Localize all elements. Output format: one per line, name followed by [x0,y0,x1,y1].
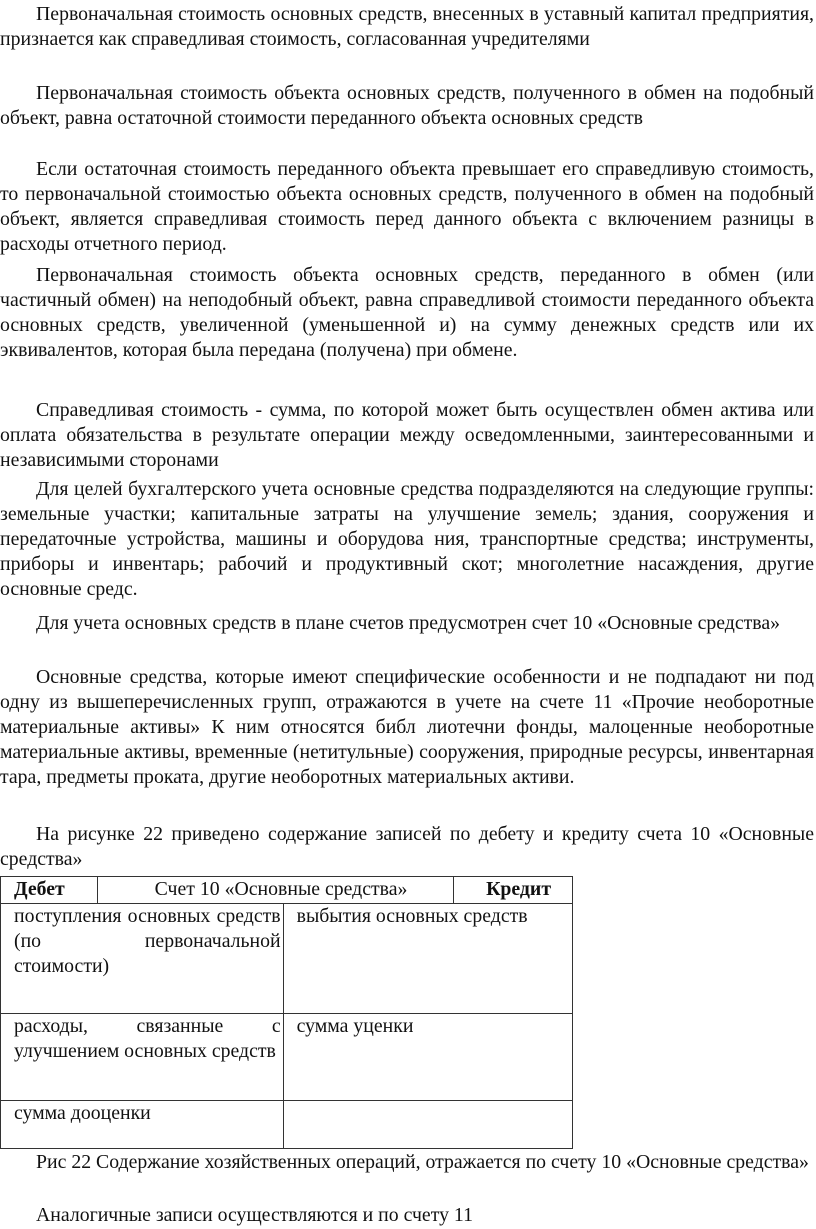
account-10-table [0,876,573,1149]
credit-cell: сумма уценки [283,1014,572,1101]
table-row [1,1101,573,1149]
table-row [1,1014,573,1101]
paragraph-1: Первоначальная стоимость основных средств, внесенных в уставный капитал предприятия, признается как справедливая стоимость, согласованная учредителями [0,3,814,50]
paragraph-3: Если остаточная стоимость переданного объекта превышает его справедливую стоимость, то первоначальной стоимостью объекта основных средств, полученного в обмен на подобный объект, является справедливая стоимость перед данного объекта с включением разницы в расходы отчетного период. [0,158,814,255]
debit-cell: поступления основных средств (по первоначальной стоимости) [1,904,284,1014]
credit-cell [283,1101,572,1149]
figure-caption: Рис 22 Содержание хозяйственных операций, отражается по счету 10 «Основные средства» [36,1151,809,1173]
paragraph-9: На рисунке 22 приведено содержание записей по дебету и кредиту счета 10 «Основные средства» [0,823,814,870]
paragraph-6: Для целей бухгалтерского учета основные средства подразделяются на следующие группы: земельные участки; капитальные затраты на улучшение земель; здания, сооружения и передаточные устройства, машины и оборудова ния, транспортные средства; инструменты, приборы и инвентарь; рабочий и продуктивный скот; многолетние насаждения, другие основные средс. [0,478,814,600]
credit-cell: выбытия основных средств [283,904,572,1014]
paragraph-4: Первоначальная стоимость объекта основных средств, переданного в обмен (или частичный обмен) на неподобный объект, равна справедливой стоимости переданного объекта основных средств, увеличенной (уменьшенной и) на сумму денежных средств или их эквивалентов, которая была передана (получена) при обмене. [0,264,814,361]
paragraph-5: Справедливая стоимость - сумма, по которой может быть осуществлен обмен актива или оплата обязательства в результате операции между осведомленными, заинтересованными и независимыми сторонами [0,399,814,471]
paragraph-7: Для учета основных средств в плане счетов предусмотрен счет 10 «Основные средства» [36,612,780,634]
table-header-row [1,877,573,904]
account-header: Счет 10 «Основные средства» [97,877,453,904]
debit-cell: сумма дооценки [1,1101,284,1149]
credit-header: Кредит [454,877,573,904]
paragraph-2: Первоначальная стоимость объекта основных средств, полученного в обмен на подобный объект, равна остаточной стоимости переданного объекта основных средств [0,82,814,129]
paragraph-8: Основные средства, которые имеют специфические особенности и не подпадают ни под одну из вышеперечисленных групп, отражаются в учете на счете 11 «Прочие необоротные материальные активы» К ним относятся библ лиотечни фонды, малоценные необоротные материальные активы, временные (нетитульные) сооружения, природные ресурсы, инвентарная тара, предметы проката, другие необоротных материальных активи. [0,666,814,788]
debit-cell: расходы, связанные с улучшением основных средств [1,1014,284,1101]
debit-header: Дебет [1,877,98,904]
closing-paragraph: Аналогичные записи осуществляются и по счету 11 [36,1204,473,1226]
table-row [1,904,573,1014]
